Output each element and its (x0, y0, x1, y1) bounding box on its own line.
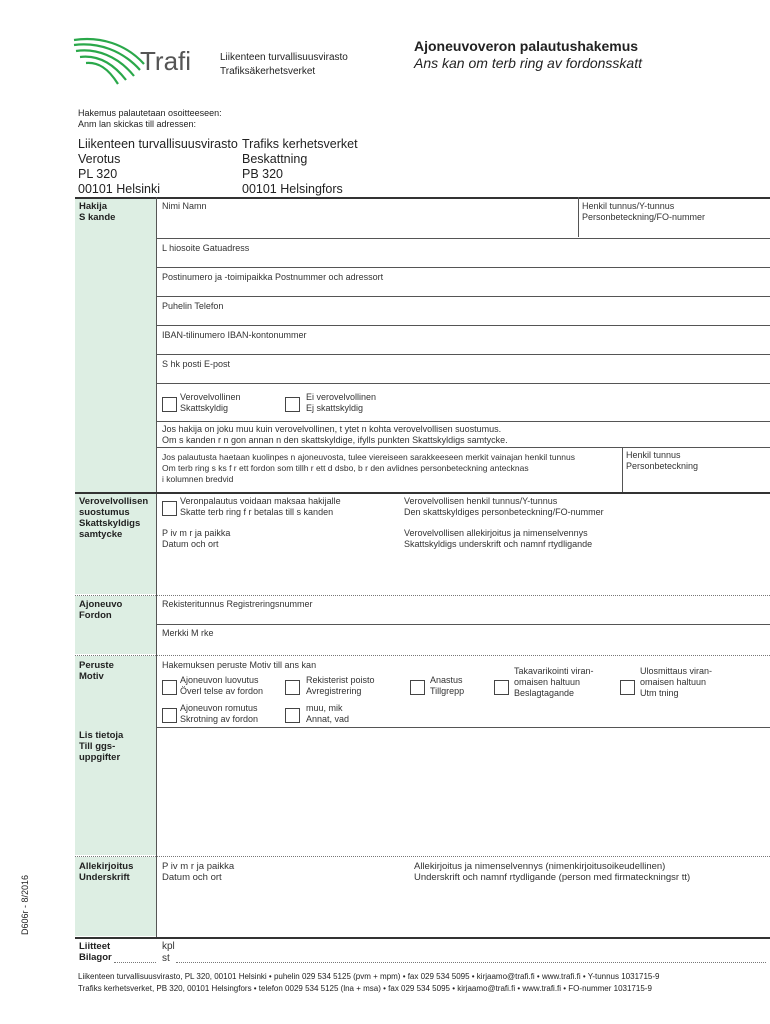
taxable-checkbox[interactable] (162, 397, 177, 412)
vehicle-label: Ajoneuvo Fordon (79, 599, 123, 621)
address-sv: Trafiks kerhetsverket Beskattning PB 320 00101 Helsingfors (242, 137, 358, 196)
trafi-logo (72, 34, 232, 90)
reason-scrapping-checkbox[interactable] (162, 708, 177, 723)
reason-theft-checkbox[interactable] (410, 680, 425, 695)
refund-to-applicant-checkbox[interactable] (162, 501, 177, 516)
attachments-count: kpl st (162, 941, 175, 964)
phone-field[interactable]: Puhelin Telefon (162, 301, 224, 311)
taxpayer-signature-field[interactable]: Verovelvollisen allekirjoitus ja nimenselvennys Skattskyldigs underskrift och namnf rtydligande (404, 528, 593, 549)
page-title: Ajoneuvoveron palautushakemus (414, 38, 639, 54)
consent-date-field[interactable]: P iv m r ja paikka Datum och ort (162, 528, 231, 549)
footer-sv: Trafiks kerhetsverket, PB 320, 00101 Helsingfors • telefon 0029 534 5125 (lna + msa) • fax 029 534 5095 • kirjaamo@trafi.fi • www.trafi.fi • FO-nummer 1031715-9 (78, 984, 652, 993)
address-note-fi: Hakemus palautetaan osoitteeseen: (78, 108, 222, 118)
personal-id-field[interactable]: Henkil tunnus/Y-tunnus Personbeteckning/FO-nummer (582, 201, 706, 222)
signature-label: Allekirjoitus Underskrift (79, 861, 134, 883)
reason-heading: Hakemuksen peruste Motiv till ans kan (162, 660, 317, 670)
deceased-id-field[interactable]: Henkil tunnus Personbeteckning (626, 450, 699, 471)
registration-field[interactable]: Rekisteritunnus Registreringsnummer (162, 599, 313, 609)
not-taxable-label: Ei verovelvollinen Ej skattskyldig (306, 392, 377, 413)
reason-other-checkbox[interactable] (285, 708, 300, 723)
reason-seizure-checkbox[interactable] (494, 680, 509, 695)
footer-fi: Liikenteen turvallisuusvirasto, PL 320, 00101 Helsinki • puhelin 029 534 5125 (pvm + mpm) • fax 029 534 5095 • kirjaamo@trafi.fi • www.trafi.fi • Y-tunnus 1031715-9 (78, 972, 660, 981)
reason-transfer-checkbox[interactable] (162, 680, 177, 695)
reason-deregistration-checkbox[interactable] (285, 680, 300, 695)
refund-to-applicant-label: Veronpalautus voidaan maksaa hakijalle Skatte terb ring f r betalas till s kanden (180, 496, 341, 517)
extra-info-field[interactable] (160, 730, 766, 852)
address-note-sv: Anm lan skickas till adressen: (78, 119, 197, 129)
signature-field[interactable]: Allekirjoitus ja nimenselvennys (nimenkirjoitusoikeudellinen) Underskrift och namnf rtydligande (person med firmateckningsr tt) (414, 861, 691, 883)
name-field[interactable]: Nimi Namn (162, 201, 207, 211)
taxpayer-id-field[interactable]: Verovelvollisen henkil tunnus/Y-tunnus Den skattskyldiges personbeteckning/FO-nummer (404, 496, 604, 517)
agency-fi: Liikenteen turvallisuusvirasto (220, 52, 348, 63)
consent-note: Jos hakija on joku muu kuin verovelvollinen, t ytet n kohta verovelvollisen suostumus. Om s kanden r n gon annan n den skattskyldige, ifylls punkten Skattskyldigs samtycke. (162, 424, 508, 445)
form-code: D606r - 8/2016 (20, 874, 30, 935)
signature-date-field[interactable]: P iv m r ja paikka Datum och ort (162, 861, 235, 883)
applicant-label: Hakija S kande (79, 201, 116, 223)
email-field[interactable]: S hk posti E-post (162, 359, 231, 369)
logo-text: Trafi (140, 46, 192, 76)
reason-distraint-label: Ulosmittaus viran- omaisen haltuun Utm tning (640, 666, 713, 698)
make-field[interactable]: Merkki M rke (162, 628, 214, 638)
reason-other-label: muu, mik Annat, vad (306, 703, 350, 724)
extra-info-label: Lis tietoja Till ggs- uppgifter (79, 730, 124, 763)
attachments-label: Liitteet Bilagor (79, 941, 112, 963)
street-address-field[interactable]: L hiosoite Gatuadress (162, 243, 250, 253)
heir-note: Jos palautusta haetaan kuolinpes n ajoneuvosta, tulee viereiseen sarakkeeseen merkit vainajan henkil tunnus Om terb ring s ks f r ett fordon som tillh r ett d dsbo, b r den avlidnes personbeteckning antecknas i kolumnen bredvid (162, 452, 575, 484)
postal-field[interactable]: Postinumero ja -toimipaikka Postnummer och adressort (162, 272, 384, 282)
not-taxable-checkbox[interactable] (285, 397, 300, 412)
reason-seizure-label: Takavarikointi viran- omaisen haltuun Beslagtagande (514, 666, 594, 698)
page-subtitle: Ans kan om terb ring av fordonsskatt (414, 55, 642, 71)
address-fi: Liikenteen turvallisuusvirasto Verotus PL 320 00101 Helsinki (78, 137, 238, 196)
trafi-swoosh-icon (72, 34, 147, 90)
reason-transfer-label: Ajoneuvon luovutus Överl telse av fordon (180, 675, 264, 696)
consent-label: Verovelvollisen suostumus Skattskyldigs samtycke (79, 496, 149, 540)
reason-deregistration-label: Rekisterist poisto Avregistrering (306, 675, 375, 696)
reason-theft-label: Anastus Tillgrepp (430, 675, 465, 696)
agency-sv: Trafiksäkerhetsverket (220, 66, 316, 77)
reason-scrapping-label: Ajoneuvon romutus Skrotning av fordon (180, 703, 259, 724)
taxable-label: Verovelvollinen Skattskyldig (180, 392, 241, 413)
applicant-section-bg (75, 198, 156, 492)
iban-field[interactable]: IBAN-tilinumero IBAN-kontonummer (162, 330, 307, 340)
reason-label: Peruste Motiv (79, 660, 114, 682)
reason-distraint-checkbox[interactable] (620, 680, 635, 695)
